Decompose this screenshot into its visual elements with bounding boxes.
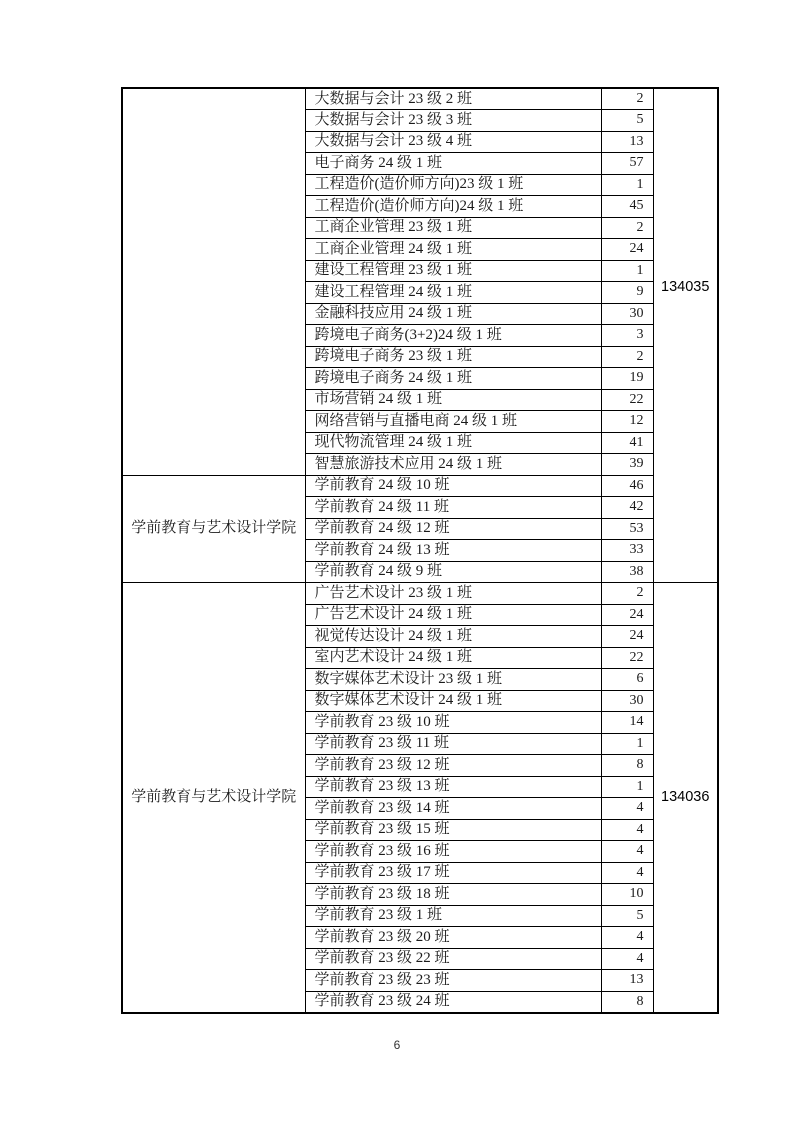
class-cell: 金融科技应用 24 级 1 班 [305, 303, 601, 325]
class-cell: 学前教育 23 级 24 班 [305, 991, 601, 1013]
class-cell: 数字媒体艺术设计 24 级 1 班 [305, 690, 601, 712]
class-cell: 学前教育 23 级 14 班 [305, 798, 601, 820]
count-cell: 4 [601, 819, 653, 841]
class-cell: 市场营销 24 级 1 班 [305, 389, 601, 411]
code-cell [653, 88, 718, 583]
count-cell: 41 [601, 432, 653, 454]
count-cell: 2 [601, 583, 653, 605]
class-cell: 大数据与会计 23 级 2 班 [305, 88, 601, 110]
count-cell: 2 [601, 88, 653, 110]
class-cell: 学前教育 23 级 20 班 [305, 927, 601, 949]
count-cell: 10 [601, 884, 653, 906]
code-cell [653, 583, 718, 1013]
count-cell: 30 [601, 303, 653, 325]
count-cell: 9 [601, 282, 653, 304]
class-cell: 广告艺术设计 24 级 1 班 [305, 604, 601, 626]
class-cell: 学前教育 23 级 22 班 [305, 948, 601, 970]
class-cell: 跨境电子商务 24 级 1 班 [305, 368, 601, 390]
count-cell: 4 [601, 948, 653, 970]
count-cell: 53 [601, 518, 653, 540]
class-cell: 学前教育 23 级 16 班 [305, 841, 601, 863]
count-cell: 19 [601, 368, 653, 390]
class-cell: 数字媒体艺术设计 23 级 1 班 [305, 669, 601, 691]
count-cell: 1 [601, 174, 653, 196]
class-cell: 学前教育 23 级 12 班 [305, 755, 601, 777]
count-cell: 6 [601, 669, 653, 691]
count-cell: 30 [601, 690, 653, 712]
class-cell: 智慧旅游技术应用 24 级 1 班 [305, 454, 601, 476]
count-cell: 4 [601, 862, 653, 884]
table-row [122, 88, 718, 110]
count-cell: 4 [601, 798, 653, 820]
count-cell: 13 [601, 970, 653, 992]
college-cell: 学前教育与艺术设计学院 [122, 475, 305, 583]
class-cell: 电子商务 24 级 1 班 [305, 153, 601, 175]
class-cell: 学前教育 24 级 10 班 [305, 475, 601, 497]
class-cell: 学前教育 23 级 13 班 [305, 776, 601, 798]
class-cell: 学前教育 24 级 11 班 [305, 497, 601, 519]
class-cell: 学前教育 23 级 23 班 [305, 970, 601, 992]
class-cell: 学前教育 23 级 15 班 [305, 819, 601, 841]
class-cell: 视觉传达设计 24 级 1 班 [305, 626, 601, 648]
class-cell: 大数据与会计 23 级 4 班 [305, 131, 601, 153]
class-cell: 工程造价(造价师方向)24 级 1 班 [305, 196, 601, 218]
class-cell: 跨境电子商务(3+2)24 级 1 班 [305, 325, 601, 347]
count-cell: 5 [601, 110, 653, 132]
class-cell: 室内艺术设计 24 级 1 班 [305, 647, 601, 669]
code-label: 134035 [661, 279, 710, 296]
college-cell: 学前教育与艺术设计学院 [122, 583, 305, 1013]
class-cell: 学前教育 24 级 12 班 [305, 518, 601, 540]
count-cell: 22 [601, 647, 653, 669]
count-cell: 24 [601, 626, 653, 648]
class-cell: 学前教育 24 级 9 班 [305, 561, 601, 583]
class-cell: 现代物流管理 24 级 1 班 [305, 432, 601, 454]
page-number: 6 [393, 1038, 401, 1052]
count-cell: 46 [601, 475, 653, 497]
class-cell: 学前教育 23 级 18 班 [305, 884, 601, 906]
enrollment-table [121, 87, 719, 1014]
table-row [122, 475, 718, 497]
code-label: 134036 [661, 789, 710, 805]
class-cell: 工商企业管理 24 级 1 班 [305, 239, 601, 261]
count-cell: 38 [601, 561, 653, 583]
class-cell: 大数据与会计 23 级 3 班 [305, 110, 601, 132]
class-cell: 学前教育 23 级 11 班 [305, 733, 601, 755]
count-cell: 4 [601, 927, 653, 949]
class-cell: 学前教育 23 级 10 班 [305, 712, 601, 734]
count-cell: 2 [601, 217, 653, 239]
count-cell: 14 [601, 712, 653, 734]
count-cell: 1 [601, 260, 653, 282]
count-cell: 8 [601, 755, 653, 777]
count-cell: 24 [601, 604, 653, 626]
count-cell: 1 [601, 776, 653, 798]
count-cell: 12 [601, 411, 653, 433]
class-cell: 建设工程管理 23 级 1 班 [305, 260, 601, 282]
count-cell: 5 [601, 905, 653, 927]
count-cell: 57 [601, 153, 653, 175]
count-cell: 45 [601, 196, 653, 218]
class-cell: 学前教育 23 级 17 班 [305, 862, 601, 884]
class-cell: 学前教育 23 级 1 班 [305, 905, 601, 927]
count-cell: 22 [601, 389, 653, 411]
table-row [122, 583, 718, 605]
count-cell: 2 [601, 346, 653, 368]
class-cell: 工商企业管理 23 级 1 班 [305, 217, 601, 239]
class-cell: 学前教育 24 级 13 班 [305, 540, 601, 562]
count-cell: 39 [601, 454, 653, 476]
class-cell: 广告艺术设计 23 级 1 班 [305, 583, 601, 605]
class-cell: 工程造价(造价师方向)23 级 1 班 [305, 174, 601, 196]
count-cell: 24 [601, 239, 653, 261]
class-cell: 跨境电子商务 23 级 1 班 [305, 346, 601, 368]
count-cell: 8 [601, 991, 653, 1013]
class-cell: 建设工程管理 24 级 1 班 [305, 282, 601, 304]
count-cell: 33 [601, 540, 653, 562]
college-cell [122, 88, 305, 475]
count-cell: 1 [601, 733, 653, 755]
count-cell: 42 [601, 497, 653, 519]
class-cell: 网络营销与直播电商 24 级 1 班 [305, 411, 601, 433]
count-cell: 3 [601, 325, 653, 347]
count-cell: 4 [601, 841, 653, 863]
count-cell: 13 [601, 131, 653, 153]
